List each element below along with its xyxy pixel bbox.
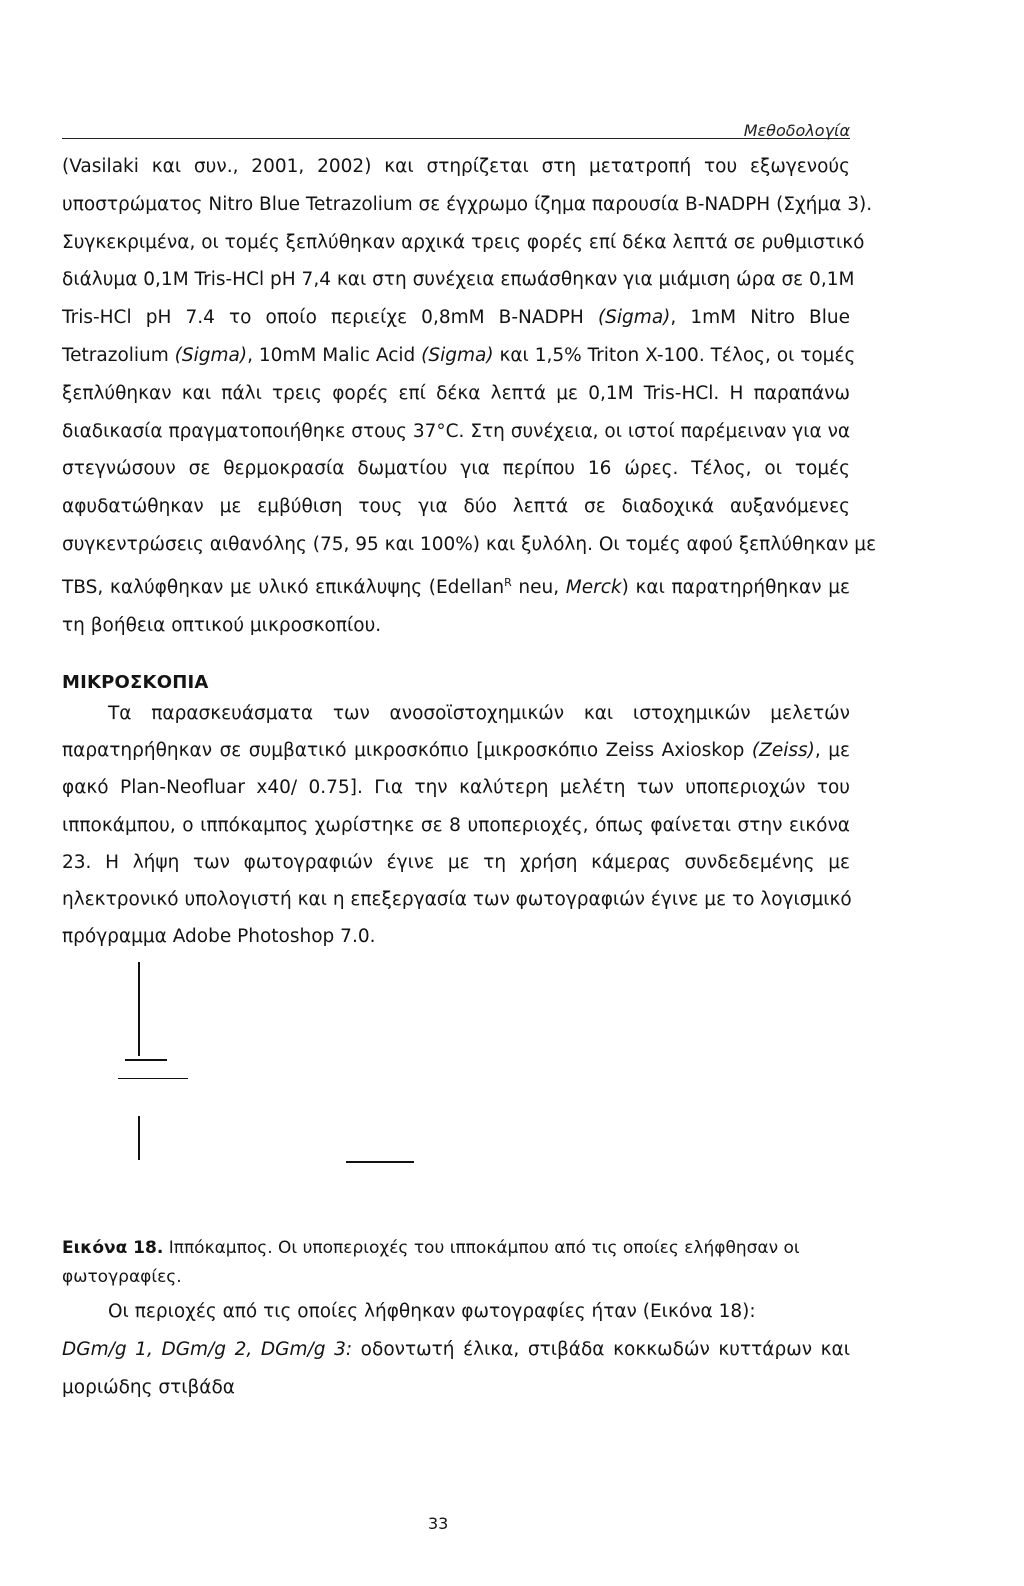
text-segment: , με <box>814 740 850 762</box>
text-line <box>62 732 850 769</box>
text-segment: (Sigma) <box>597 307 671 329</box>
caption-text-2: φωτογραφίες. <box>62 1267 182 1287</box>
text-line <box>62 337 856 375</box>
text-line <box>62 186 873 224</box>
figure-caption <box>62 1234 850 1292</box>
text-line <box>62 488 850 526</box>
text-segment: Tris-HCl pH 7.4 το οποίο περιείχε 0,8mM B-NADPH <box>62 307 598 329</box>
text-segment: ιπποκάμπου, ο ιππόκαμπος χωρίστηκε σε 8 υποπεριοχές, όπως φαίνεται στην εικόνα <box>62 814 850 836</box>
text-segment: TBS, καλύφθηκαν με υλικό επικάλυψης (Edellan <box>62 576 505 598</box>
text-line <box>62 607 850 645</box>
running-header: Μεθοδολογία <box>743 121 850 140</box>
text-segment: στεγνώσουν σε θερμοκρασία δωματίου για περίπου 16 ώρες. Τέλος, οι τομές <box>62 458 850 480</box>
figure-mark-horizontal-2 <box>118 1078 188 1079</box>
regions-intro: Οι περιοχές από τις οποίες λήφθηκαν φωτογραφίες ήταν (Εικόνα 18): <box>108 1301 756 1322</box>
text-segment: , 1mM Nitro Blue <box>670 307 850 329</box>
text-segment: neu, <box>511 576 566 598</box>
text-segment: (Sigma) <box>174 344 248 366</box>
regions-line-3: μοριώδης στιβάδα <box>62 1377 236 1398</box>
text-line <box>62 881 850 918</box>
regions-paragraph <box>62 1293 850 1407</box>
regions-line-2 <box>62 1331 850 1369</box>
header-rule <box>62 138 850 139</box>
text-segment: ηλεκτρονικό υπολογιστή και η επεξεργασία των φωτογραφιών έγινε με το λογισμικό <box>62 889 852 911</box>
text-segment: (Sigma) <box>421 344 494 366</box>
text-segment: διαδικασία πραγματοποιήθηκε στους 37°C. Στη συνέχεια, οι ιστοί παρέμειναν για να <box>62 420 851 442</box>
text-segment: Συγκεκριμένα, οι τομές ξεπλύθηκαν αρχικά τρεις φορές επί δέκα λεπτά σε ρυθμιστικό <box>62 231 865 253</box>
regions-desc: οδοντωτή έλικα, στιβάδα κοκκωδών κυττάρων και <box>352 1339 850 1360</box>
text-segment: συγκεντρώσεις αιθανόλης (75, 95 και 100%) και ξυλόλη. Οι τομές αφού ξεπλύθηκαν με <box>62 533 877 555</box>
text-segment: τη βοήθεια οπτικού μικροσκοπίου. <box>62 614 382 636</box>
text-segment: φακό Plan-Neofluar x40/ 0.75]. Για την καλύτερη μελέτη των υποπεριοχών του <box>62 777 850 799</box>
text-segment: R <box>504 575 512 589</box>
text-segment: πρόγραμμα Adobe Photoshop 7.0. <box>62 926 376 948</box>
text-segment: υποστρώματος Nitro Blue Tetrazolium σε έγχρωμο ίζημα παρουσία B-NADPH (Σχήμα 3). <box>62 193 873 215</box>
figure-mark-horizontal-1 <box>125 1059 167 1061</box>
text-segment: Τα παρασκευάσματα των ανοσοϊστοχημικών και ιστοχημικών μελετών <box>108 703 850 724</box>
text-segment: 23. Η λήψη των φωτογραφιών έγινε με τη χρήση κάμερας συνδεδεμένης με <box>62 851 850 873</box>
text-line <box>62 261 855 299</box>
text-segment: (Vasilaki και συν., 2001, 2002) και στηρίζεται στη μετατροπή του εξωγενούς <box>62 156 850 177</box>
text-line <box>62 918 850 955</box>
text-segment: Merck <box>565 576 622 598</box>
text-line <box>62 695 850 732</box>
text-line <box>62 844 850 881</box>
text-line <box>62 148 850 186</box>
page-number: 33 <box>428 1514 449 1533</box>
text-segment: αφυδατώθηκαν με εμβύθιση τους για δύο λεπτά σε διαδοχικά αυξανόμενες <box>62 496 850 518</box>
text-segment: και 1,5% Triton X-100. Τέλος, οι τομές <box>493 344 856 366</box>
caption-label: Εικόνα 18. <box>62 1238 164 1258</box>
text-line <box>62 413 850 451</box>
text-segment: διάλυμα 0,1M Tris-HCl pH 7,4 και στη συνέχεια επωάσθηκαν για μιάμιση ώρα σε 0,1M <box>62 269 855 291</box>
text-line <box>62 769 850 806</box>
regions-codes: DGm/g 1, DGm/g 2, DGm/g 3: <box>62 1339 353 1360</box>
text-line <box>62 299 850 337</box>
text-line <box>62 807 850 844</box>
text-line <box>62 450 850 488</box>
caption-text: Ιππόκαμπος. Οι υποπεριοχές του ιπποκάμπου από τις οποίες ελήφθησαν οι <box>163 1238 800 1258</box>
text-line <box>62 224 865 262</box>
figure-mark-horizontal-3 <box>346 1161 414 1163</box>
text-segment: , 10mM Malic Acid <box>247 344 422 366</box>
figure-mark-vertical-1 <box>138 962 140 1056</box>
section-heading: ΜΙΚΡΟΣΚΟΠΙΑ <box>62 672 209 693</box>
text-line <box>62 526 877 564</box>
text-line <box>62 564 850 607</box>
text-line <box>62 375 850 413</box>
text-segment: (Zeiss) <box>751 740 815 762</box>
text-segment: ξεπλύθηκαν και πάλι τρεις φορές επί δέκα λεπτά με 0,1M Tris-HCl. Η παραπάνω <box>62 382 850 404</box>
text-segment: ) και παρατηρήθηκαν με <box>621 576 850 598</box>
paragraph-methods <box>62 148 877 644</box>
paragraph-microscopy <box>62 695 850 955</box>
figure-mark-vertical-2 <box>138 1116 140 1160</box>
text-segment: παρατηρήθηκαν σε συμβατικό μικροσκόπιο [μικροσκόπιο Zeiss Axioskop <box>62 740 752 762</box>
text-segment: Tetrazolium <box>62 344 175 366</box>
